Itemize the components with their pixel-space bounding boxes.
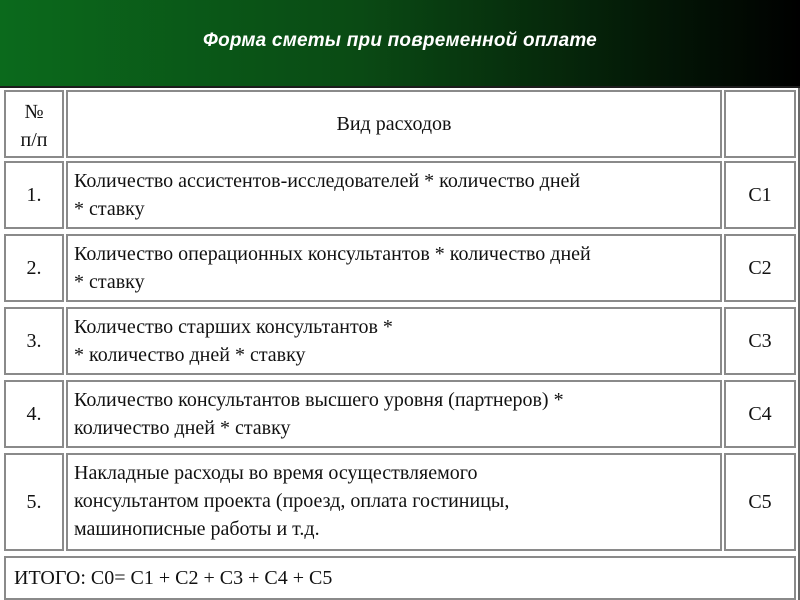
row-number: 5. <box>4 453 64 551</box>
row-number: 1. <box>4 161 64 229</box>
row-expense-description: Количество консультантов высшего уровня (партнеров) * количество дней * ставку <box>66 380 722 448</box>
row-expense-description: Количество ассистентов-исследователей * количество дней * ставку <box>66 161 722 229</box>
column-header-number: № п/п <box>4 90 64 158</box>
row-cost-code: С2 <box>724 234 796 302</box>
row-expense-description: Количество старших консультантов * * количество дней * ставку <box>66 307 722 375</box>
column-header-code <box>724 90 796 158</box>
slide-title: Форма сметы при повременной оплате <box>203 30 597 51</box>
row-number: 2. <box>4 234 64 302</box>
column-header-expense-type: Вид расходов <box>66 90 722 158</box>
slide-header <box>0 0 800 88</box>
row-expense-description: Накладные расходы во время осуществляемого консультантом проекта (проезд, оплата гостиницы, машинописные работы и т.д. <box>66 453 722 551</box>
row-expense-description: Количество операционных консультантов * количество дней * ставку <box>66 234 722 302</box>
row-cost-code: С5 <box>724 453 796 551</box>
row-number: 4. <box>4 380 64 448</box>
estimate-table-area <box>0 88 800 600</box>
row-number: 3. <box>4 307 64 375</box>
row-cost-code: С3 <box>724 307 796 375</box>
total-formula: ИТОГО: С0= С1 + С2 + С3 + С4 + С5 <box>4 556 796 600</box>
row-cost-code: С1 <box>724 161 796 229</box>
row-cost-code: С4 <box>724 380 796 448</box>
